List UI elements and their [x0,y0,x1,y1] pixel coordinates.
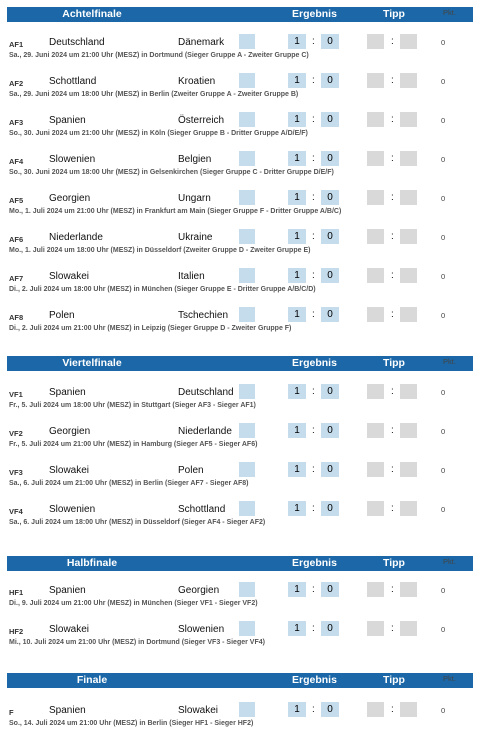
home-team: Georgien [49,193,91,204]
tip-separator: : [391,704,394,715]
away-team: Dänemark [178,37,225,48]
score-separator: : [312,192,315,203]
match-points: 0 [441,625,446,634]
match-code: AF7 [9,274,24,283]
match-points: 0 [441,388,446,397]
away-team: Ukraine [178,232,213,243]
section-title: Finale [76,674,108,686]
match-code: AF5 [9,196,24,205]
match-details: Di., 9. Juli 2024 um 21:00 Uhr (MESZ) in München (Sieger VF1 - Sieger VF2) [9,600,258,607]
match-points: 0 [441,586,446,595]
points-column-label: Pkt. [443,8,456,17]
score-separator: : [312,309,315,320]
score-separator: : [312,114,315,125]
result-home-score: 1 [288,151,306,166]
result-home-score: 1 [288,190,306,205]
result-home-score: 1 [288,462,306,477]
tip-column-label: Tipp [383,674,405,686]
match-code: VF4 [9,507,23,516]
home-team: Slowenien [49,154,96,165]
match-row [7,187,473,226]
tip-away-input[interactable] [400,621,417,636]
match-points: 0 [441,427,446,436]
match-row [7,699,473,738]
flag-icon [239,307,255,322]
section-title: Achtelfinale [62,8,122,20]
match-points: 0 [441,311,446,320]
tip-away-input[interactable] [400,462,417,477]
score-separator: : [312,623,315,634]
result-away-score: 0 [321,112,339,127]
tip-separator: : [391,114,394,125]
home-team: Schottland [49,76,97,87]
tip-separator: : [391,36,394,47]
result-home-score: 1 [288,73,306,88]
result-home-score: 1 [288,229,306,244]
result-home-score: 1 [288,501,306,516]
result-away-score: 0 [321,462,339,477]
section-title: Viertelfinale [62,357,122,369]
away-team: Slowenien [178,624,225,635]
tip-away-input[interactable] [400,423,417,438]
match-code: AF3 [9,118,24,127]
match-code: AF1 [9,40,24,49]
match-points: 0 [441,706,446,715]
result-away-score: 0 [321,702,339,717]
tip-home-input[interactable] [367,501,384,516]
result-home-score: 1 [288,621,306,636]
tip-home-input[interactable] [367,307,384,322]
home-team: Slowakei [49,271,90,282]
home-team: Georgien [49,426,91,437]
section-header [7,7,473,22]
tip-separator: : [391,425,394,436]
away-team: Italien [178,271,205,282]
match-code: HF2 [9,627,24,636]
result-away-score: 0 [321,73,339,88]
home-team: Deutschland [49,37,105,48]
match-code: VF3 [9,468,23,477]
home-team: Slowakei [49,624,90,635]
result-away-score: 0 [321,190,339,205]
match-details: Sa., 6. Juli 2024 um 21:00 Uhr (MESZ) in Berlin (Sieger AF7 - Sieger AF8) [9,480,249,487]
match-row [7,459,473,498]
tip-home-input[interactable] [367,384,384,399]
section-header [7,556,473,571]
result-column-label: Ergebnis [292,8,337,20]
tip-home-input[interactable] [367,34,384,49]
flag-icon [239,702,255,717]
result-away-score: 0 [321,151,339,166]
flag-icon [239,112,255,127]
flag-icon [239,73,255,88]
match-row [7,148,473,187]
points-column-label: Pkt. [443,557,456,566]
flag-icon [239,462,255,477]
result-home-score: 1 [288,112,306,127]
score-separator: : [312,503,315,514]
match-details: So., 30. Juni 2024 um 21:00 Uhr (MESZ) in Köln (Sieger Gruppe B - Dritter Gruppe A/D/E/F) [9,130,308,137]
score-separator: : [312,36,315,47]
result-away-score: 0 [321,501,339,516]
match-code: AF4 [9,157,24,166]
match-row [7,498,473,537]
tip-home-input[interactable] [367,112,384,127]
match-code: AF6 [9,235,24,244]
match-details: So., 14. Juli 2024 um 21:00 Uhr (MESZ) in Berlin (Sieger HF1 - Sieger HF2) [9,720,254,727]
match-details: Sa., 29. Juni 2024 um 18:00 Uhr (MESZ) in Berlin (Zweiter Gruppe A - Zweiter Gruppe B) [9,91,299,98]
home-team: Slowakei [49,465,90,476]
result-column-label: Ergebnis [292,357,337,369]
match-points: 0 [441,194,446,203]
match-code: AF2 [9,79,24,88]
match-row [7,226,473,265]
away-team: Kroatien [178,76,216,87]
home-team: Niederlande [49,232,103,243]
away-team: Schottland [178,504,226,515]
tip-home-input[interactable] [367,73,384,88]
tip-separator: : [391,192,394,203]
tip-away-input[interactable] [400,112,417,127]
match-row [7,265,473,304]
away-team: Tschechien [178,310,229,321]
match-details: Mi., 10. Juli 2024 um 21:00 Uhr (MESZ) in Dortmund (Sieger VF3 - Sieger VF4) [9,639,265,646]
home-team: Spanien [49,705,86,716]
match-row [7,304,473,343]
tip-separator: : [391,309,394,320]
match-points: 0 [441,466,446,475]
match-details: Mo., 1. Juli 2024 um 21:00 Uhr (MESZ) in Frankfurt am Main (Sieger Gruppe F - Dritter Gruppe A/B/C) [9,208,342,215]
home-team: Spanien [49,115,86,126]
result-away-score: 0 [321,34,339,49]
result-away-score: 0 [321,621,339,636]
score-separator: : [312,386,315,397]
result-home-score: 1 [288,34,306,49]
tip-away-input[interactable] [400,229,417,244]
tip-away-input[interactable] [400,702,417,717]
match-points: 0 [441,155,446,164]
match-row [7,579,473,618]
match-details: Fr., 5. Juli 2024 um 21:00 Uhr (MESZ) in Hamburg (Sieger AF5 - Sieger AF6) [9,441,258,448]
score-separator: : [312,153,315,164]
result-home-score: 1 [288,268,306,283]
result-away-score: 0 [321,423,339,438]
match-points: 0 [441,233,446,242]
match-row [7,420,473,459]
tip-home-input[interactable] [367,462,384,477]
match-points: 0 [441,505,446,514]
tip-home-input[interactable] [367,702,384,717]
tip-away-input[interactable] [400,268,417,283]
tip-away-input[interactable] [400,190,417,205]
tip-away-input[interactable] [400,34,417,49]
tip-separator: : [391,584,394,595]
score-separator: : [312,704,315,715]
match-row [7,109,473,148]
score-separator: : [312,270,315,281]
match-points: 0 [441,77,446,86]
result-away-score: 0 [321,268,339,283]
flag-icon [239,229,255,244]
tip-separator: : [391,75,394,86]
result-column-label: Ergebnis [292,674,337,686]
match-code: F [9,708,14,717]
match-code: AF8 [9,313,24,322]
tip-home-input[interactable] [367,621,384,636]
home-team: Spanien [49,585,86,596]
score-separator: : [312,425,315,436]
section-finale [7,673,473,738]
tip-separator: : [391,270,394,281]
result-away-score: 0 [321,307,339,322]
tip-away-input[interactable] [400,151,417,166]
flag-icon [239,621,255,636]
tip-home-input[interactable] [367,268,384,283]
away-team: Slowakei [178,705,219,716]
tip-separator: : [391,464,394,475]
match-details: Di., 2. Juli 2024 um 21:00 Uhr (MESZ) in Leipzig (Sieger Gruppe D - Zweiter Gruppe F) [9,325,292,332]
away-team: Niederlande [178,426,232,437]
tip-away-input[interactable] [400,307,417,322]
section-header [7,356,473,371]
section-viertelfinale [7,356,473,537]
home-team: Polen [49,310,75,321]
tip-separator: : [391,153,394,164]
score-separator: : [312,584,315,595]
points-column-label: Pkt. [443,357,456,366]
match-points: 0 [441,38,446,47]
result-home-score: 1 [288,307,306,322]
home-team: Slowenien [49,504,96,515]
match-code: VF2 [9,429,23,438]
match-row [7,618,473,657]
away-team: Österreich [178,115,225,126]
result-column-label: Ergebnis [292,557,337,569]
section-achtelfinale [7,7,473,343]
match-row [7,31,473,70]
away-team: Georgien [178,585,220,596]
tip-column-label: Tipp [383,557,405,569]
result-home-score: 1 [288,423,306,438]
flag-icon [239,423,255,438]
match-details: Sa., 6. Juli 2024 um 18:00 Uhr (MESZ) in Düsseldorf (Sieger AF4 - Sieger AF2) [9,519,266,526]
tip-away-input[interactable] [400,73,417,88]
match-code: VF1 [9,390,23,399]
tip-column-label: Tipp [383,8,405,20]
tip-separator: : [391,386,394,397]
tip-home-input[interactable] [367,190,384,205]
score-separator: : [312,464,315,475]
tip-home-input[interactable] [367,151,384,166]
result-away-score: 0 [321,384,339,399]
home-team: Spanien [49,387,86,398]
flag-icon [239,190,255,205]
tip-column-label: Tipp [383,357,405,369]
section-title: Halbfinale [66,557,118,569]
match-points: 0 [441,272,446,281]
flag-icon [239,268,255,283]
flag-icon [239,582,255,597]
tip-away-input[interactable] [400,384,417,399]
points-column-label: Pkt. [443,674,456,683]
section-halbfinale [7,556,473,657]
tip-home-input[interactable] [367,582,384,597]
score-separator: : [312,75,315,86]
result-away-score: 0 [321,229,339,244]
result-home-score: 1 [288,582,306,597]
match-details: Di., 2. Juli 2024 um 18:00 Uhr (MESZ) in München (Sieger Gruppe E - Dritter Gruppe A/B/C/D) [9,286,316,293]
tip-home-input[interactable] [367,229,384,244]
flag-icon [239,151,255,166]
match-code: HF1 [9,588,24,597]
match-details: Sa., 29. Juni 2024 um 21:00 Uhr (MESZ) in Dortmund (Sieger Gruppe A - Zweiter Gruppe C) [9,52,309,59]
result-away-score: 0 [321,582,339,597]
match-details: Fr., 5. Juli 2024 um 18:00 Uhr (MESZ) in Stuttgart (Sieger AF3 - Sieger AF1) [9,402,256,409]
match-row [7,70,473,109]
tip-away-input[interactable] [400,501,417,516]
away-team: Belgien [178,154,212,165]
result-home-score: 1 [288,384,306,399]
result-home-score: 1 [288,702,306,717]
tip-home-input[interactable] [367,423,384,438]
flag-icon [239,34,255,49]
tip-separator: : [391,231,394,242]
match-details: So., 30. Juni 2024 um 18:00 Uhr (MESZ) in Gelsenkirchen (Sieger Gruppe C - Dritter Gruppe D/E/F) [9,169,334,176]
flag-icon [239,501,255,516]
section-header [7,673,473,688]
score-separator: : [312,231,315,242]
tip-separator: : [391,623,394,634]
away-team: Ungarn [178,193,211,204]
match-row [7,381,473,420]
tip-separator: : [391,503,394,514]
tip-away-input[interactable] [400,582,417,597]
away-team: Deutschland [178,387,234,398]
match-details: Mo., 1. Juli 2024 um 18:00 Uhr (MESZ) in Düsseldorf (Zweiter Gruppe D - Zweiter Gruppe E) [9,247,311,254]
away-team: Polen [178,465,204,476]
match-points: 0 [441,116,446,125]
flag-icon [239,384,255,399]
